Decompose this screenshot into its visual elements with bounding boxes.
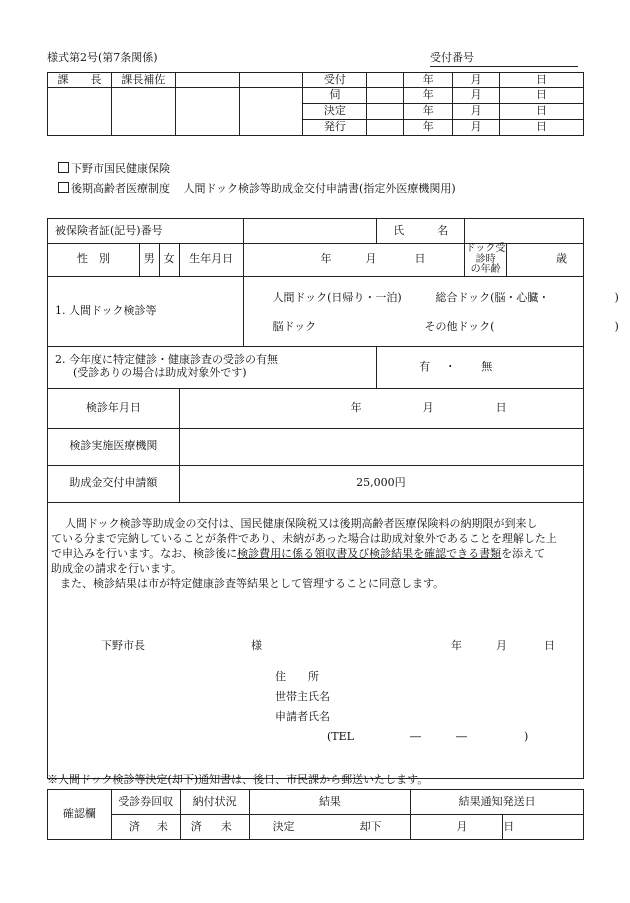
application-form-table <box>47 218 619 779</box>
sex-label: 性 別 <box>48 244 140 277</box>
dock-type-label: 1. 人間ドック検診等 <box>48 276 244 346</box>
result-value[interactable]: 決定 却下 <box>249 815 411 840</box>
sex-male[interactable]: 男 <box>139 244 159 277</box>
institution-input[interactable] <box>179 428 583 465</box>
approval-step-label: 決定 <box>303 104 367 120</box>
approval-step-label: 受付 <box>303 73 367 88</box>
ticket-collected-value[interactable]: 済 未 <box>111 815 180 840</box>
receipt-number-label: 受付番号 <box>430 51 474 64</box>
stamp-box-4[interactable] <box>239 88 303 136</box>
institution-label: 検診実施医療機関 <box>48 428 180 465</box>
age-input[interactable]: 歳 <box>507 244 584 277</box>
section-chief-header: 課 長 <box>48 73 112 88</box>
notice-month[interactable]: 月 <box>411 815 503 840</box>
stamp-header-4 <box>239 73 303 88</box>
notice-text: ※人間ドック検診等決定(却下)通知書は、後日、市民課から郵送いたします。 <box>47 773 429 786</box>
birthdate-label: 生年月日 <box>179 244 243 277</box>
mayor-label: 下野市長 <box>101 638 145 652</box>
approval-step-label: 発行 <box>303 120 367 136</box>
option-kokuho[interactable]: 下野市国民健康保険 <box>58 162 170 174</box>
notice-day[interactable]: 日 <box>503 815 584 840</box>
ticket-collected-header: 受診券回収 <box>111 790 180 815</box>
checkup-answer[interactable]: 有 ・ 無 <box>377 346 584 388</box>
confirmation-table <box>47 789 584 840</box>
stamp-header-3 <box>175 73 239 88</box>
birthdate-input[interactable]: 年 月 日 <box>243 244 465 277</box>
declaration-section: 人間ドック検診等助成金の交付は、国民健康保険税又は後期高齢者医療保険料の納期限が到来し ている分まで完納していることが条件であり、未納があった場合は助成対象外であることを理解した上 で申込みを行います。なお、検診後に検診費用に係る領収書及び検診結果を確認できる書類を添えて 助成金の請求を行います。 また、検診結果は市が特定健康診査等結果として管理することに同意します。 下野市長 様 年 月 日 住 所 世帯主氏名 申請者氏名 (TEL ― ― ) <box>48 502 584 778</box>
option-other-dock[interactable]: その他ドック( <box>424 320 495 333</box>
payment-status-value[interactable]: 済 未 <box>180 815 249 840</box>
payment-status-header: 納付状況 <box>180 790 249 815</box>
option-day-dock[interactable]: 人間ドック(日帰り・一泊) <box>272 291 402 304</box>
checkbox-icon[interactable] <box>58 182 69 193</box>
approval-table: 課 長 課長補佐 受付 年 月 日 伺 年 月 日 決定 年 月 日 発行 年 月 日 <box>47 72 584 136</box>
sex-female[interactable]: 女 <box>159 244 179 277</box>
application-month[interactable]: 月 <box>496 638 507 652</box>
insured-number-input[interactable] <box>243 219 377 244</box>
required-documents-note: 検診費用に係る領収書及び検診結果を確認できる書類 <box>237 546 502 560</box>
assistant-chief-header: 課長補佐 <box>111 73 175 88</box>
section-chief-stamp[interactable] <box>48 88 112 136</box>
amount-value: 25,000円 <box>179 465 583 502</box>
form-title: 人間ドック検診等助成金交付申請書(指定外医療機関用) <box>183 182 456 195</box>
application-year[interactable]: 年 <box>451 638 462 652</box>
option-brain-dock[interactable]: 脳ドック <box>272 320 317 333</box>
checkup-question: 2. 今年度に特定健診・健康診査の受診の有無 (受診ありの場合は助成対象外です) <box>48 346 377 388</box>
notice-date-header: 結果通知発送日 <box>411 790 584 815</box>
assistant-chief-stamp[interactable] <box>111 88 175 136</box>
name-input[interactable] <box>465 219 584 244</box>
applicant-label: 申請者氏名 <box>275 709 330 723</box>
answer-no[interactable]: 無 <box>481 359 493 373</box>
application-day[interactable]: 日 <box>544 638 555 652</box>
amount-label: 助成金交付申請額 <box>48 465 180 502</box>
exam-date-input[interactable]: 年 月 日 <box>179 388 583 428</box>
insured-number-label: 被保険者証(記号)番号 <box>48 219 244 244</box>
name-label: 氏 名 <box>377 219 465 244</box>
tel-label: (TEL <box>327 729 354 743</box>
address-label: 住 所 <box>275 669 319 683</box>
result-header: 結果 <box>249 790 411 815</box>
dock-type-options[interactable]: 人間ドック(日帰り・一泊) 総合ドック(脳・心臓・ ) 脳ドック その他ドック( ) <box>243 276 583 346</box>
stamp-box-3[interactable] <box>175 88 239 136</box>
approval-step-label: 伺 <box>303 88 367 104</box>
receipt-number-field[interactable] <box>430 52 578 67</box>
form-number: 様式第2号(第7条関係) <box>47 51 158 64</box>
householder-label: 世帯主氏名 <box>275 689 330 703</box>
checkbox-icon[interactable] <box>58 162 69 173</box>
option-koki[interactable]: 後期高齢者医療制度 人間ドック検診等助成金交付申請書(指定外医療機関用) <box>58 182 456 194</box>
answer-yes[interactable]: 有 <box>419 359 431 373</box>
option-comprehensive-dock[interactable]: 総合ドック(脳・心臓・ <box>435 291 550 304</box>
age-label: ドック受診時 の年齢 <box>465 243 506 275</box>
confirmation-label: 確認欄 <box>48 790 112 840</box>
exam-date-label: 検診年月日 <box>48 388 180 428</box>
